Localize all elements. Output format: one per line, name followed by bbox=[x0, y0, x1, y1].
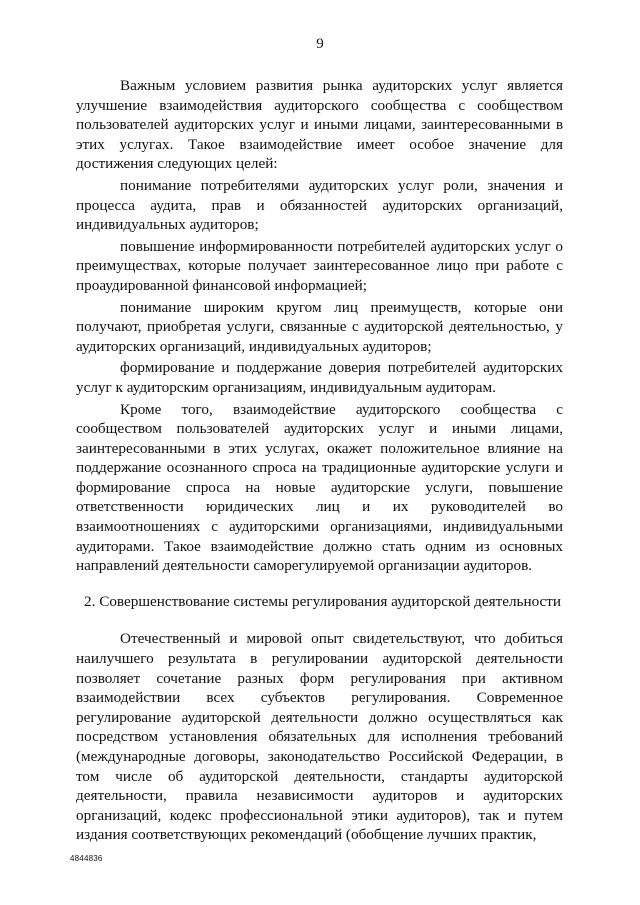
paragraph-goal-awareness: повышение информированности потребителей аудиторских услуг о преимуществах, которые получает заинтересованное лицо при работе с проаудированной финансовой информацией; bbox=[76, 237, 563, 294]
paragraph-regulation-experience: Отечественный и мировой опыт свидетельствуют, что добиться наилучшего результата в регулировании аудиторской деятельности позволяет сочетание разных форм регулирования при активном взаимодействии всех субъектов регулирования. Современное регулирование аудиторской деятельности должно осуществляться как посредством установления обязательных для исполнения требований (международные договоры, законодательство Российской Федерации, в том числе об аудиторской деятельности, стандарты аудиторской деятельности, правила независимости аудиторов и аудиторских организаций, кодекс профессиональной этики аудиторов), так и путем издания соответствующих рекомендаций (обобщение лучших практик, bbox=[76, 630, 563, 844]
paragraph-goal-understanding: понимание потребителями аудиторских услуг роли, значения и процесса аудита, прав и обязанностей аудиторских организаций, индивидуальных аудиторов; bbox=[76, 176, 563, 234]
document-code: 4844836 bbox=[70, 854, 103, 863]
page-number: 9 bbox=[316, 36, 324, 52]
section-heading: 2. Совершенствование системы регулирования аудиторской деятельности bbox=[84, 592, 562, 610]
document-body bbox=[76, 76, 563, 845]
paragraph-goal-benefits: понимание широким кругом лиц преимуществ, которые они получают, приобретая услуги, связанные с аудиторской деятельностью, у аудиторских организаций, индивидуальных аудиторов; bbox=[76, 298, 563, 355]
paragraph-intro: Важным условием развития рынка аудиторских услуг является улучшение взаимодействия аудиторского сообщества с сообществом пользователей аудиторских услуг и иными лицами, заинтересованными в этих услугах. Такое взаимодействие имеет особое значение для достижения следующих целей: bbox=[76, 77, 563, 173]
paragraph-interaction-impact: Кроме того, взаимодействие аудиторского сообщества с сообществом пользователей аудиторских услуг и иными лицами, заинтересованными в этих услугах, окажет положительное влияние на поддержание осознанного спроса на традиционные аудиторские услуги и формирование спроса на новые аудиторские услуги, повышение ответственности юридических лиц и их руководителей во взаимоотношениях с аудиторскими организациями, индивидуальными аудиторами. Такое взаимодействие должно стать одним из основных направлений деятельности саморегулируемой организации аудиторов. bbox=[76, 400, 563, 575]
paragraph-goal-trust: формирование и поддержание доверия потребителей аудиторских услуг к аудиторским организациям, индивидуальным аудиторам. bbox=[76, 359, 563, 396]
